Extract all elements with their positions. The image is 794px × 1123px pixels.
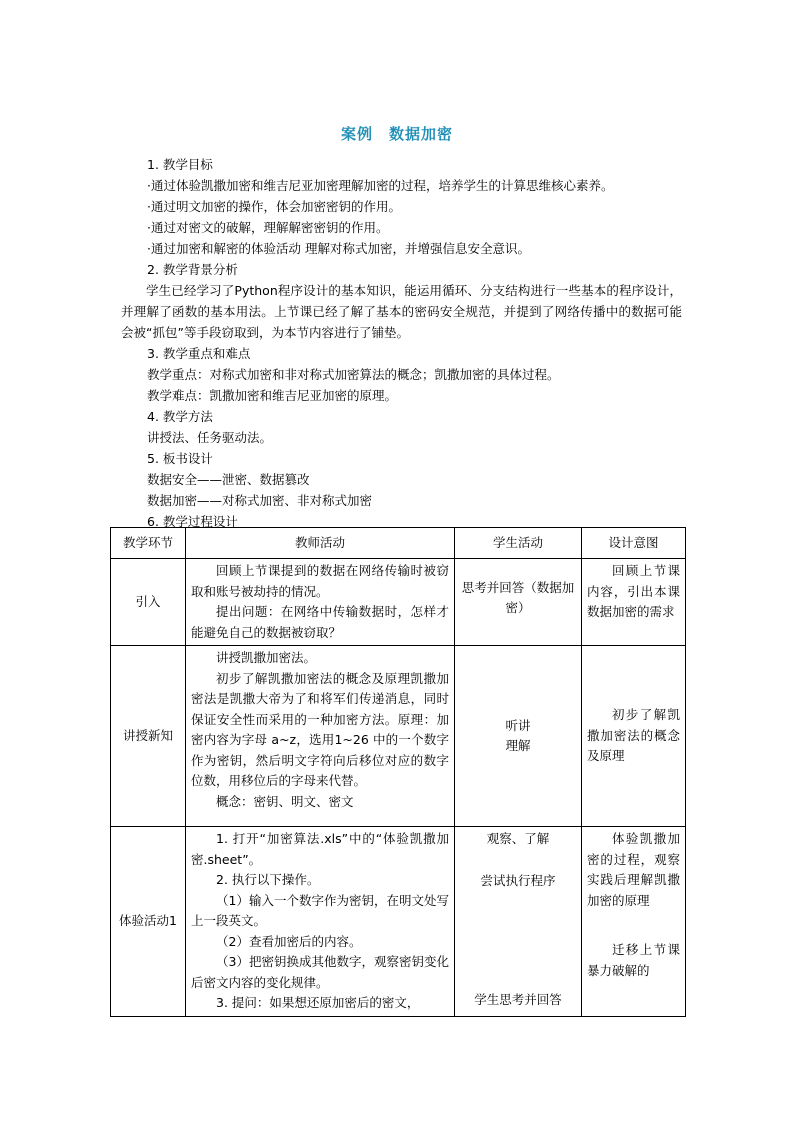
table-header-row (111, 528, 686, 559)
table-row (111, 646, 686, 827)
header-stage: 教学环节 (111, 528, 186, 559)
stage-cell: 体验活动1 (111, 827, 186, 1017)
student-cell (455, 646, 582, 827)
stage-cell: 引入 (111, 559, 186, 646)
teacher-text: 概念：密钥、明文、密文 (216, 793, 354, 809)
student-text: 尝试执行程序 (480, 872, 556, 888)
document-title (0, 123, 794, 144)
goal-item: ·通过加密和解密的体验活动 理解对称式加密，并增强信息安全意识。 (147, 241, 530, 256)
teacher-text: 提出问题：在网络中传输数据时，怎样才能避免自己的数据被窃取？ (191, 604, 449, 640)
section-heading-board: 5. 板书设计 (147, 451, 213, 466)
teacher-cell (186, 559, 455, 646)
goal-item: ·通过体验凯撒加密和维吉尼亚加密理解加密的过程，培养学生的计算思维核心素养。 (147, 178, 614, 193)
teacher-text: 回顾上节课提到的数据在网络传输时被窃取和账号被劫持的情况。 (191, 563, 449, 599)
teacher-text: 初步了解凯撒加密法的概念及原理凯撒加密法是凯撒大帝为了和将军们传递消息，同时保证安全性而采用的一种加密方法。原理：加密内容为字母 a~z，选用1~26 中的一个数字作为密钥，然后明文字符向后移位对应的数字位数，用移位后的字母来代替。 (191, 670, 449, 788)
goal-item: ·通过对密文的破解，理解解密密钥的作用。 (147, 220, 389, 235)
intent-text: 初步了解凯撒加密法的概念及原理 (587, 707, 680, 764)
intent-cell (582, 559, 686, 646)
table-row (111, 559, 686, 646)
title-topic: 数据加密 (389, 125, 454, 143)
section-heading-process: 6. 教学过程设计 (147, 514, 238, 529)
section-heading-goals: 1. 教学目标 (147, 157, 213, 172)
student-text: 听讲 (505, 717, 531, 733)
intent-cell (582, 827, 686, 1017)
header-intent: 设计意图 (582, 528, 686, 559)
background-paragraph: 学生已经学习了Python程序设计的基本知识，能运用循环、分支结构进行一些基本的程序设计，并理解了函数的基本用法。上节课已经了解了基本的密码安全规范，并提到了网络传播中的数据可能会被“抓包”等手段窃取到，为本节内容进行了铺垫。 (121, 283, 682, 340)
teacher-text: 2. 执行以下操作。 (216, 872, 320, 887)
teacher-text: （3）把密钥换成其他数字，观察密钥变化后密文内容的变化规律。 (191, 954, 449, 990)
header-student: 学生活动 (455, 528, 582, 559)
student-text: 学生思考并回答 (474, 992, 562, 1007)
section-heading-key-points: 3. 教学重点和难点 (147, 346, 251, 361)
student-text: 观察、了解 (486, 831, 550, 846)
stage-cell: 讲授新知 (111, 646, 186, 827)
student-cell (455, 827, 582, 1017)
teacher-text: 1. 打开“加密算法.xls”中的“体验凯撒加密.sheet”。 (191, 831, 449, 867)
methods-text: 讲授法、任务驱动法。 (147, 430, 273, 445)
board-line: 数据加密——对称式加密、非对称式加密 (147, 493, 373, 508)
process-table (110, 527, 686, 1017)
teacher-text: 讲授凯撒加密法。 (216, 650, 317, 665)
teacher-cell (186, 646, 455, 827)
teacher-text: （1）输入一个数字作为密钥，在明文处写上一段英文。 (191, 892, 449, 928)
table-row (111, 827, 686, 1017)
intent-text: 体验凯撒加密的过程，观察实践后理解凯撒加密的原理 (587, 831, 680, 908)
teacher-cell (186, 827, 455, 1017)
teacher-text: 3. 提问：如果想还原加密后的密文， (216, 995, 420, 1010)
goal-item: ·通过明文加密的操作，体会加密密钥的作用。 (147, 199, 401, 214)
board-line: 数据安全——泄密、数据篡改 (147, 472, 310, 487)
teacher-text: （2）查看加密后的内容。 (216, 933, 362, 949)
header-teacher: 教师活动 (186, 528, 455, 559)
student-text: 理解 (505, 738, 531, 753)
difficulty-text: 教学难点：凯撒加密和维吉尼亚加密的原理。 (147, 388, 398, 403)
section-heading-methods: 4. 教学方法 (147, 409, 213, 424)
intent-text: 回顾上节课内容，引出本课数据加密的需求 (587, 563, 680, 619)
key-point-text: 教学重点：对称式加密和非对称式加密算法的概念；凯撒加密的具体过程。 (147, 367, 560, 382)
intent-cell (582, 646, 686, 827)
section-heading-background: 2. 教学背景分析 (147, 262, 238, 277)
student-text: 思考并回答（数据加密） (461, 579, 575, 615)
document-body (121, 154, 682, 532)
student-cell (455, 559, 582, 646)
intent-text: 迁移上节课暴力破解的 (587, 942, 680, 978)
title-case-label: 案例 (340, 125, 373, 143)
